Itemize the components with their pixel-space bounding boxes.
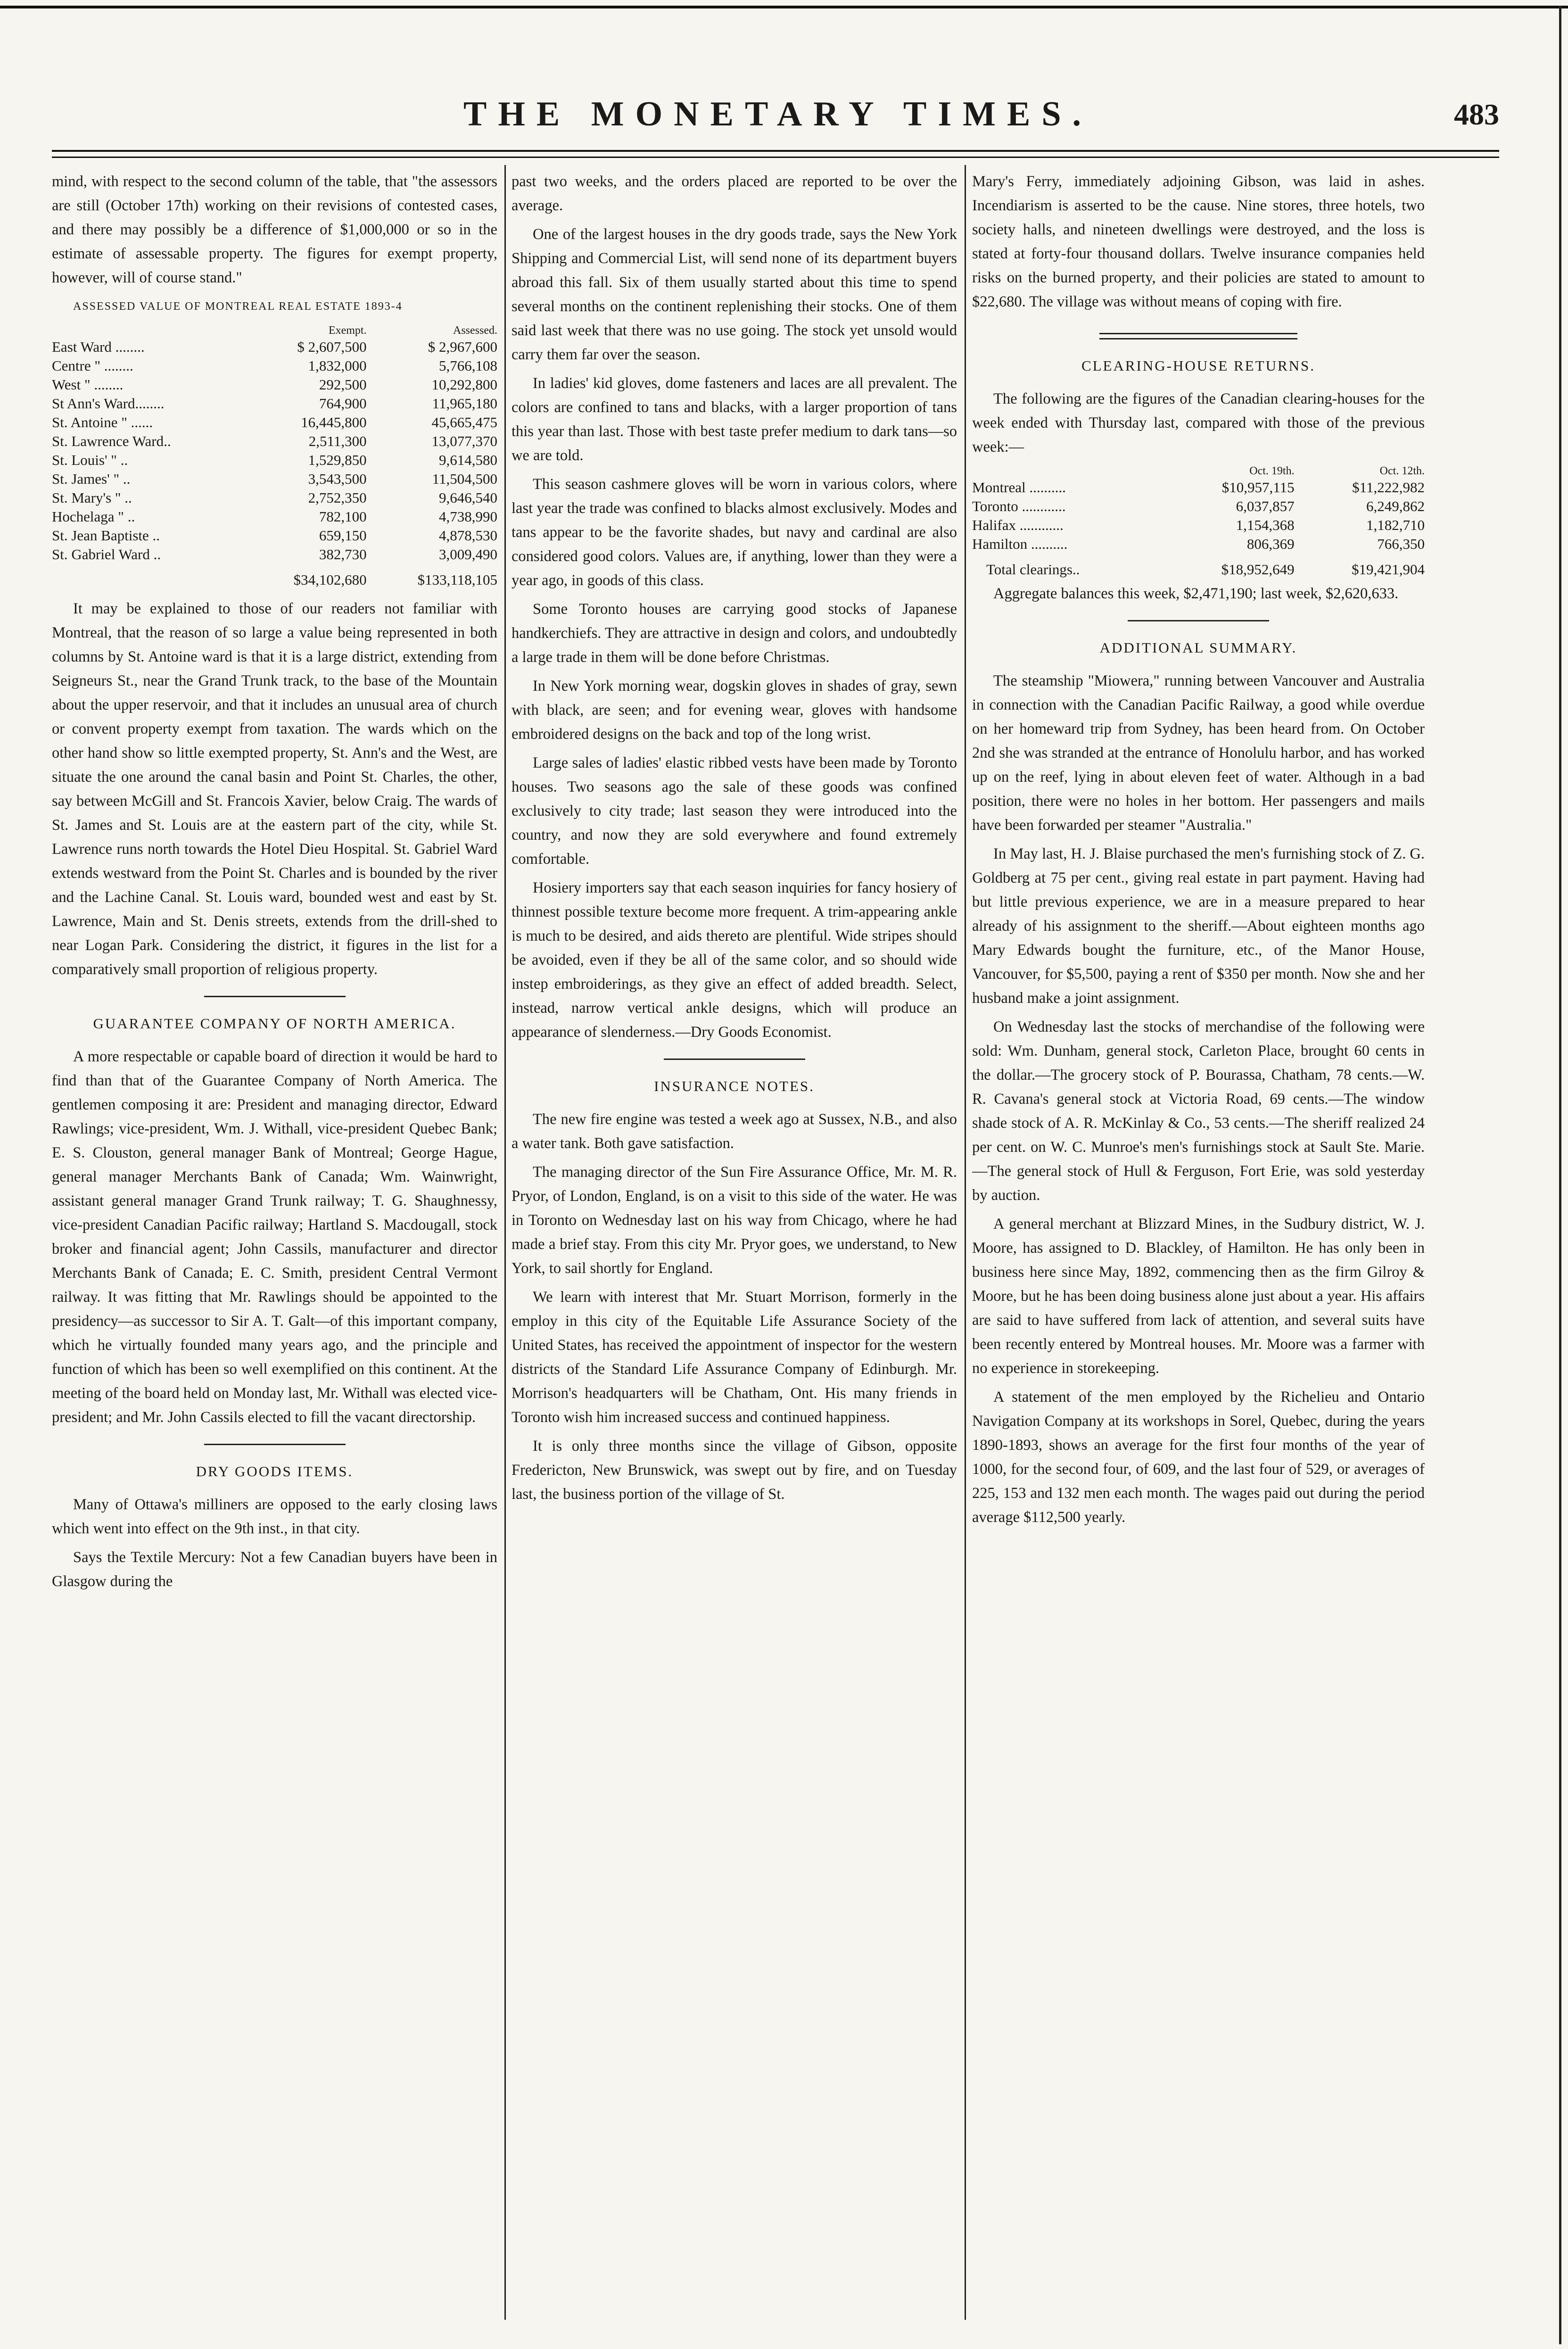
ward-name: St. Antoine " ...... xyxy=(52,414,153,430)
masthead xyxy=(52,94,1504,146)
assessed-value: 45,665,475 xyxy=(431,414,497,430)
article-paragraph: A general merchant at Blizzard Mines, in the Sudbury district, W. J. Moore, has assigned to D. Blackley, of Hamilton. He has only been in business here since May, 1892, commencing then as the firm Gilroy & Moore, but he has been doing business alone just about a year. His affairs are said to have suffered from lack of attention, and several suits have been recently entered by Montreal houses. Mr. Moore was a farmer with no experience in storekeeping. xyxy=(972,1216,1425,1377)
table-row xyxy=(52,338,497,356)
assessed-value: 11,504,500 xyxy=(432,471,497,487)
article-paragraph: Says the Textile Mercury: Not a few Canadian buyers have been in Glasgow during the xyxy=(52,1549,497,1590)
exempt-value: 659,150 xyxy=(319,527,367,544)
table-row xyxy=(52,413,497,432)
section-heading: DRY GOODS ITEMS. xyxy=(196,1463,354,1480)
ward-name: Centre " ........ xyxy=(52,357,133,374)
column-divider xyxy=(965,165,966,2320)
exempt-value: 782,100 xyxy=(319,508,367,525)
exempt-value: 382,730 xyxy=(319,546,367,562)
city-name: Hamilton .......... xyxy=(972,536,1068,552)
column-1 xyxy=(52,170,497,2320)
publication-title: THE MONETARY TIMES. xyxy=(463,95,1092,133)
total-assessed: $133,118,105 xyxy=(417,571,497,588)
table-row xyxy=(52,545,497,564)
article-paragraph: Hosiery importers say that each season inquiries for fancy hosiery of thinnest possible texture become more frequent. A trim-appearing ankle is much to be desired, and aids thereto are plentiful. Wide stripes should be avoided, even if they be all of the same color, and so should wide instep embroiderings, as they give an effect of added breadth. Select, instead, narrow vertical ankle designs, which will produce an appearance of slenderness.—Dry Goods Economist. xyxy=(512,879,957,1041)
city-name: Toronto ............ xyxy=(972,498,1066,514)
article-paragraph: A more respectable or capable board of direction it would be hard to find than that of the Guarantee Company of North America. The gentlemen composing it are: President and managing director, Edward Rawlings; vice-president, Wm. J. Withall, vice-president Quebec Bank; E. S. Clouston, general manager Bank of Montreal; George Hague, general manager Merchants Bank of Canada; Wm. Wainwright, assistant general manager Grand Trunk railway; T. G. Shaughnessy, vice-president Canadian Pacific railway; Hartland S. Macdougall, stock broker and financial agent; John Cassils, manufacturer and director Merchants Bank of Canada; E. C. Smith, president Central Vermont railway. It was fitting that Mr. Rawlings should be appointed to the presidency—as successor to Sir A. T. Galt—of this important company, which he virtually founded many years ago, and the principle and function of which has been so well exemplified on this continent. At the meeting of the board held on Monday last, Mr. Withall was elected vice-president; and Mr. John Cassils elected to fill the vacant directorship. xyxy=(52,1048,497,1426)
section-rule xyxy=(1099,333,1297,339)
exempt-value: 3,543,500 xyxy=(308,471,367,487)
article-paragraph: It may be explained to those of our readers not familiar with Montreal, that the reason of so large a value being represented in both columns by St. Antoine ward is that it is a large district, extending from Seigneurs St., near the Grand Trunk track, to the base of the Mountain about the upper reservoir, and that it includes an unusual area of church or convent property exempt from taxation. The wards which on the other hand show so little exempted property, St. Ann's and the West, are situate the one around the canal basin and Point St. Charles, the other, say between McGill and St. Francois Xavier, below Craig. The wards of St. James and St. Louis are at the eastern part of the city, while St. Lawrence runs north towards the Hotel Dieu Hospital. St. Gabriel Ward extends westward from the Point St. Charles and is bounded by the river and the Lachine Canal. St. Louis ward, bounded west and east by St. Lawrence, Main and St. Denis streets, extends from the drill-shed to near Logan Park. Considering the district, it figures in the list for a comparatively small proportion of religious property. xyxy=(52,600,497,978)
assessed-value: 4,878,530 xyxy=(439,527,497,544)
column-3 xyxy=(972,170,1425,2320)
table-row xyxy=(52,526,497,545)
section-heading: ADDITIONAL SUMMARY. xyxy=(1099,639,1297,656)
section-heading: CLEARING-HOUSE RETURNS. xyxy=(1081,357,1316,374)
exempt-value: 292,500 xyxy=(319,376,367,393)
oct12-value: 766,350 xyxy=(1377,536,1425,552)
article-paragraph: The steamship "Miowera," running between Vancouver and Australia in connection with the Canadian Pacific Railway, a good while overdue on her homeward trip from Sydney, has been heard from. On October 2nd she was stranded at the entrance of Honolulu harbor, and has worked up on the reef, lying in about eleven feet of water. Although in a bad position, there were no holes in her bottom. Her passengers and mails have been forwarded per steamer "Australia." xyxy=(972,672,1425,834)
section-heading: GUARANTEE COMPANY OF NORTH AMERICA. xyxy=(93,1015,456,1032)
exempt-value: 1,529,850 xyxy=(308,452,367,468)
article-paragraph: Aggregate balances this week, $2,471,190; last week, $2,620,633. xyxy=(993,585,1399,602)
oct12-value: $11,222,982 xyxy=(1352,479,1425,496)
ward-name: St. James' " .. xyxy=(52,471,131,487)
article-paragraph: We learn with interest that Mr. Stuart Morrison, formerly in the employ in this city of the Equitable Life Assurance Society of the United States, has received the appointment of inspector for the western districts of the Standard Life Assurance Company of Edinburgh. Mr. Morrison's headquarters will be Chatham, Ont. His many friends in Toronto wish him increased success and continued happiness. xyxy=(512,1289,957,1426)
exempt-value: 1,832,000 xyxy=(308,357,367,374)
article-paragraph: Large sales of ladies' elastic ribbed vests have been made by Toronto houses. Two seasons ago the sale of these goods was confined exclusively to city trade; last season they were introduced into the country, and now they are sold everywhere and found extremely comfortable. xyxy=(512,754,957,868)
header-rule xyxy=(52,150,1499,152)
ward-name: East Ward ........ xyxy=(52,339,145,355)
article-paragraph: past two weeks, and the orders placed are reported to be over the average. xyxy=(512,173,957,214)
table-row xyxy=(52,507,497,526)
exempt-value: 2,752,350 xyxy=(308,489,367,506)
article-paragraph: Mary's Ferry, immediately adjoining Gibson, was laid in ashes. Incendiarism is asserted to be the cause. Nine stores, three hotels, two society halls, and nineteen dwellings were destroyed, and the loss is stated at forty-four thousand dollars. Twelve insurance companies held risks on the burned property, and their policies are stated to amount to $22,680. The village was without means of coping with fire. xyxy=(972,173,1425,310)
column-header-oct19: Oct. 19th. xyxy=(1249,465,1295,477)
table-row xyxy=(52,356,497,375)
top-border xyxy=(0,6,1568,8)
table-row xyxy=(972,478,1425,497)
section-rule xyxy=(204,996,346,997)
exempt-value: 16,445,800 xyxy=(301,414,367,430)
column-2 xyxy=(512,170,957,2320)
table-row xyxy=(52,488,497,507)
total-oct12: $19,421,904 xyxy=(1352,561,1425,578)
article-paragraph: One of the largest houses in the dry goods trade, says the New York Shipping and Commercial List, will send none of its department buyers abroad this fall. Six of them usually started about this time to spend several months on the continent replenishing their stocks. One of them said last week that there was no use going. The stock yet unsold would carry them far over the season. xyxy=(512,226,957,363)
table-total-row xyxy=(972,554,1425,579)
article-paragraph: The new fire engine was tested a week ago at Sussex, N.B., and also a water tank. Both gave satisfaction. xyxy=(512,1111,957,1152)
assessed-value: 13,077,370 xyxy=(431,433,497,449)
column-divider xyxy=(504,165,506,2320)
table-row xyxy=(52,394,497,413)
table-total-row xyxy=(52,564,497,589)
right-border xyxy=(1559,6,1561,2344)
article-paragraph: A statement of the men employed by the Richelieu and Ontario Navigation Company at its workshops in Sorel, Quebec, during the years 1890-1893, shows an average for the first four months of the year of 1000, for the second four, of 609, and the last four of 529, or averages of 225, 153 and 132 men each month. The wages paid out during the period average $112,500 yearly. xyxy=(972,1389,1425,1526)
oct12-value: 1,182,710 xyxy=(1366,517,1425,533)
ward-name: St. Lawrence Ward.. xyxy=(52,433,171,449)
ward-name: West " ........ xyxy=(52,376,124,393)
article-paragraph: In New York morning wear, dogskin gloves in shades of gray, sewn with black, are seen; and for evening wear, gloves with handsome embroidered designs on the back and top of the long wrist. xyxy=(512,678,957,743)
ward-name: St. Mary's " .. xyxy=(52,489,132,506)
table-row xyxy=(52,470,497,488)
oct12-value: 6,249,862 xyxy=(1366,498,1425,514)
ward-name: St Ann's Ward........ xyxy=(52,395,165,412)
assessed-value: 11,965,180 xyxy=(432,395,497,412)
table-row xyxy=(52,451,497,470)
total-exempt: $34,102,680 xyxy=(293,571,367,588)
column-header-exempt: Exempt. xyxy=(328,324,367,337)
table-row xyxy=(52,375,497,394)
article-paragraph: mind, with respect to the second column of the table, that "the assessors are still (October 17th) working on their revisions of contested cases, and there may possibly be a difference of $1,000,000 or so in the estimate of assessable property. The figures for exempt property, however, will of course stand." xyxy=(52,173,497,286)
table-header-row xyxy=(972,464,1425,478)
article-paragraph: Many of Ottawa's milliners are opposed to the early closing laws which went into effect on the 9th inst., in that city. xyxy=(52,1496,497,1537)
section-heading: INSURANCE NOTES. xyxy=(654,1078,815,1094)
article-paragraph: This season cashmere gloves will be worn in various colors, where last year the trade was confined to blacks almost exclusively. Modes and tans appear to be the favorite shades, but navy and cardinal are also considered good colors. Values are, if anything, lower than they were a year ago, in goods of this class. xyxy=(512,476,957,589)
article-paragraph: On Wednesday last the stocks of merchandise of the following were sold: Wm. Dunham, general stock, Carleton Place, brought 60 cents in the dollar.—The grocery stock of P. Bourassa, Chatham, 78 cents.—W. R. Cavana's general stock at Victoria Road, 69 cents.—The window shade stock of A. R. McKinlay & Co., 53 cents.—The sheriff realized 24 per cent. on W. C. Munroe's men's furnishings stock at Sault Ste. Marie.—The general stock of Hull & Ferguson, Fort Erie, was sold yesterday by auction. xyxy=(972,1018,1425,1204)
assessed-value: 10,292,800 xyxy=(431,376,497,393)
total-oct19: $18,952,649 xyxy=(1221,561,1295,578)
oct19-value: 806,369 xyxy=(1246,536,1295,552)
ward-name: St. Jean Baptiste .. xyxy=(52,527,160,544)
table-row xyxy=(972,535,1425,554)
ward-name: Hochelaga " .. xyxy=(52,508,135,525)
oct19-value: 6,037,857 xyxy=(1236,498,1295,514)
table-row xyxy=(52,432,497,451)
article-paragraph: In May last, H. J. Blaise purchased the men's furnishing stock of Z. G. Goldberg at 75 per cent., giving real estate in part payment. Having had but little previous experience, we are in a measure prepared to hear already of his assignment to the sheriff.—About eighteen months ago Mary Edwards bought the furniture, etc., of the Manor House, Vancouver, for $5,500, paying a rent of $350 per month. Now she and her husband make a joint assignment. xyxy=(972,845,1425,1007)
exempt-value: $ 2,607,500 xyxy=(297,339,367,355)
assessed-value: 3,009,490 xyxy=(439,546,497,562)
table-row xyxy=(972,516,1425,535)
ward-name: St. Gabriel Ward .. xyxy=(52,546,161,562)
assessed-value: 4,738,990 xyxy=(439,508,497,525)
oct19-value: $10,957,115 xyxy=(1221,479,1295,496)
assessment-table xyxy=(52,323,497,589)
exempt-value: 2,511,300 xyxy=(308,433,367,449)
article-paragraph: It is only three months since the village of Gibson, opposite Fredericton, New Brunswick, was swept out by fire, and on Tuesday last, the business portion of the village of St. xyxy=(512,1438,957,1503)
section-rule xyxy=(204,1444,346,1445)
header-rule xyxy=(52,157,1499,158)
article-paragraph: Some Toronto houses are carrying good stocks of Japanese handkerchiefs. They are attractive in design and colors, and undoubtedly a large trade in them will be done before Christmas. xyxy=(512,601,957,666)
assessed-value: 9,614,580 xyxy=(439,452,497,468)
oct19-value: 1,154,368 xyxy=(1236,517,1295,533)
table-header-row xyxy=(52,323,497,338)
section-rule xyxy=(1128,620,1269,621)
assessed-value: $ 2,967,600 xyxy=(428,339,497,355)
column-header-oct12: Oct. 12th. xyxy=(1379,465,1425,477)
column-header-assessed: Assessed. xyxy=(453,324,497,337)
article-paragraph: In ladies' kid gloves, dome fasteners and laces are all prevalent. The colors are confined to tans and blacks, with a larger proportion of tans this year than last. Those with best taste prefer medium to dark tans—so we are told. xyxy=(512,375,957,464)
city-name: Halifax ............ xyxy=(972,517,1064,533)
city-name: Montreal .......... xyxy=(972,479,1066,496)
clearing-table xyxy=(972,464,1425,579)
ward-name: St. Louis' " .. xyxy=(52,452,128,468)
total-label: Total clearings.. xyxy=(986,561,1080,578)
assessed-value: 5,766,108 xyxy=(439,357,497,374)
table-row xyxy=(972,497,1425,516)
assessed-value: 9,646,540 xyxy=(439,489,497,506)
article-paragraph: The following are the figures of the Canadian clearing-houses for the week ended with Thursday last, compared with those of the previous week:— xyxy=(972,390,1425,455)
table-title: ASSESSED VALUE OF MONTREAL REAL ESTATE 1893-4 xyxy=(73,300,403,313)
section-rule xyxy=(664,1059,805,1060)
article-paragraph: The managing director of the Sun Fire Assurance Office, Mr. M. R. Pryor, of London, England, is on a visit to this side of the water. He was in Toronto on Wednesday last on his way from Chicago, where he had made a brief stay. From this city Mr. Pryor goes, we understand, to New York, to sail shortly for England. xyxy=(512,1164,957,1277)
exempt-value: 764,900 xyxy=(319,395,367,412)
page-number: 483 xyxy=(1454,98,1499,131)
